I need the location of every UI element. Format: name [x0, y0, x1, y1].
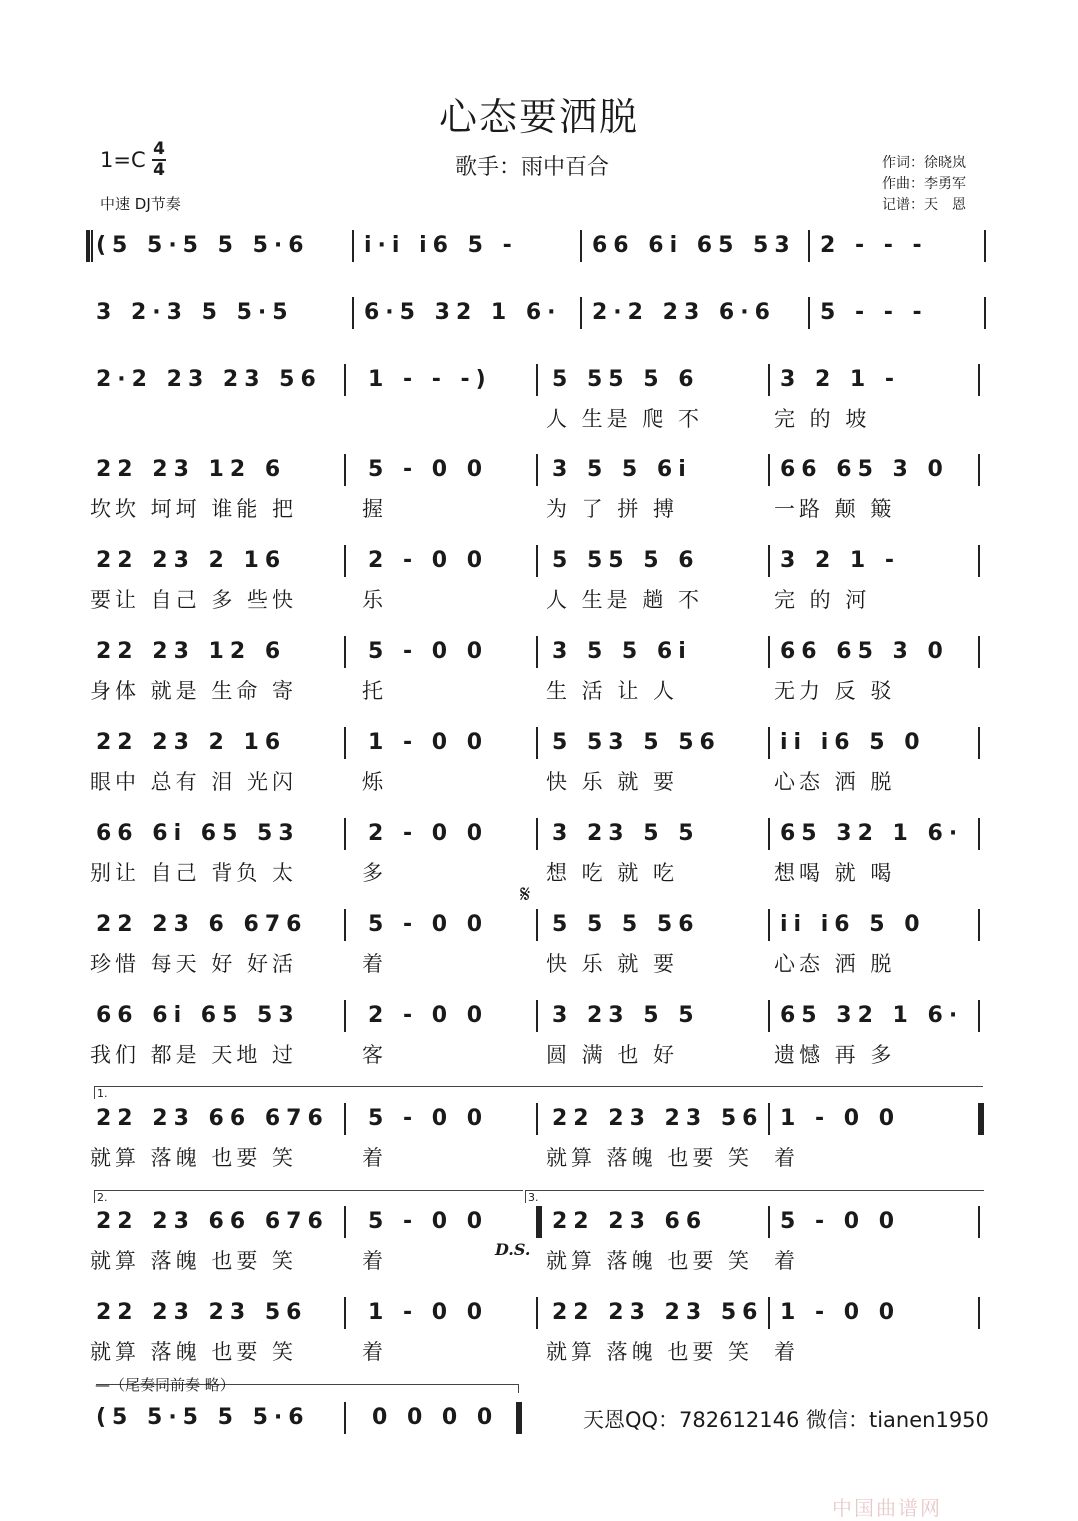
measure-notes [368, 725, 548, 765]
barline [978, 636, 980, 668]
barline [978, 1297, 980, 1329]
barline [808, 297, 810, 329]
measure-notes [96, 362, 358, 402]
measure-lyrics: 就算 落魄 也要 笑 [546, 1146, 754, 1170]
barline [978, 727, 980, 759]
barline [768, 1297, 770, 1329]
measure-notes-text: 66 65 3 0 [780, 639, 949, 664]
measure-notes-text: 3 5 5 6i [552, 639, 692, 664]
barline [768, 1000, 770, 1032]
barline [536, 1297, 538, 1329]
barline [768, 545, 770, 577]
measure-lyrics: 眼中 总有 泪 光闪 [90, 770, 298, 794]
measure-notes-text: 5 5 5 56 [552, 912, 700, 937]
lyric-line [90, 494, 990, 526]
double-barline [536, 1206, 542, 1238]
note-line [90, 816, 990, 856]
measure-lyrics: 着 [774, 1249, 799, 1273]
contact-info: 天恩QQ：782612146 微信：tianen1950 [583, 1408, 989, 1432]
measure-lyrics: 心态 洒 脱 [774, 952, 896, 976]
barline [536, 545, 538, 577]
measure-notes-text: 5 53 5 56 [552, 730, 721, 755]
measure-notes-text: 5 - 0 0 [780, 1209, 901, 1234]
measure-notes-text: 66 6i 65 53 [96, 1003, 300, 1028]
tempo-marking: 中速 DJ节奏 [100, 195, 181, 213]
measure-notes [364, 295, 586, 335]
measure-notes-text: 3 2·3 5 5·5 [96, 300, 294, 325]
measure-notes-text: 22 23 66 676 [96, 1209, 329, 1234]
barline [978, 818, 980, 850]
measure-notes [552, 907, 774, 947]
measure-notes [780, 634, 994, 674]
barline [344, 727, 346, 759]
key-signature: 1=C [100, 148, 146, 172]
barline [978, 1206, 980, 1238]
measure-notes [780, 998, 994, 1038]
measure-notes-text: 3 5 5 6i [552, 457, 692, 482]
measure-notes-text: 22 23 23 56 [552, 1106, 764, 1131]
note-line [90, 1101, 990, 1141]
measure-notes-text: 5 - 0 0 [368, 639, 489, 664]
measure-lyrics: 就算 落魄 也要 笑 [90, 1340, 298, 1364]
barline [344, 818, 346, 850]
measure-lyrics: 想 吃 就 吃 [546, 861, 679, 885]
barline [536, 1103, 538, 1135]
measure-notes [96, 543, 358, 583]
barline [536, 909, 538, 941]
lyric-line [90, 949, 990, 981]
measure-lyrics: 为 了 拼 搏 [546, 497, 679, 521]
lyric-line [90, 585, 990, 617]
measure-notes-text: 22 23 66 [552, 1209, 708, 1234]
measure-notes-text: 22 23 66 676 [96, 1106, 329, 1131]
measure-lyrics: 珍惜 每天 好 好活 [90, 952, 298, 976]
barline [344, 364, 346, 396]
measure-lyrics: 多 [362, 861, 387, 885]
measure-notes-text: 5 - 0 0 [368, 912, 489, 937]
measure-lyrics: 握 [362, 497, 387, 521]
barline [344, 636, 346, 668]
measure-notes-text: 1 - - -) [368, 367, 492, 392]
outro-note: —（尾奏同前奏 略） [95, 1376, 235, 1394]
barline [344, 909, 346, 941]
measure-lyrics: 完 的 坡 [774, 407, 871, 431]
measure-notes [552, 725, 774, 765]
measure-notes-text: 5 - 0 0 [368, 1106, 489, 1131]
measure-notes [780, 725, 994, 765]
measure-lyrics [362, 404, 546, 434]
measure-notes [780, 816, 994, 856]
measure-notes [552, 1295, 774, 1335]
measure-notes-text: 22 23 2 16 [96, 730, 287, 755]
measure-notes [368, 1295, 548, 1335]
lyric-line [90, 1337, 990, 1369]
measure-notes-text: 0 0 0 0 [372, 1405, 499, 1430]
lyric-line [90, 858, 990, 890]
note-line [90, 634, 990, 674]
measure-notes-text: 3 2 1 - [780, 367, 901, 392]
measure-lyrics: 身体 就是 生命 寄 [90, 679, 298, 703]
barline [536, 364, 538, 396]
measure-notes [780, 1295, 994, 1335]
measure-notes [368, 634, 548, 674]
measure-lyrics: 着 [362, 1249, 387, 1273]
barline [768, 636, 770, 668]
measure-notes [96, 228, 358, 268]
segno-sign: 𝄋 [520, 880, 531, 908]
measure-lyrics: 就算 落魄 也要 笑 [90, 1146, 298, 1170]
measure-lyrics: 圆 满 也 好 [546, 1043, 679, 1067]
barline [768, 1206, 770, 1238]
barline [978, 364, 980, 396]
measure-notes-text: 6·5 32 1 6· [364, 300, 562, 325]
barline [352, 297, 354, 329]
lyricist-credit: 作词：徐晓岚 [882, 155, 966, 171]
measure-notes-text: 2·2 23 23 56 [96, 367, 322, 392]
barline [536, 636, 538, 668]
measure-notes [96, 1101, 358, 1141]
measure-notes [368, 1204, 548, 1244]
final-barline [516, 1402, 522, 1434]
note-line [90, 1400, 990, 1440]
measure-lyrics: 快 乐 就 要 [546, 770, 679, 794]
measure-notes [368, 816, 548, 856]
measure-notes [552, 1204, 774, 1244]
singer-credit: 歌手：雨中百合 [455, 155, 610, 180]
measure-lyrics: 一路 颠 簸 [774, 497, 896, 521]
measure-notes [552, 1101, 774, 1141]
measure-lyrics: 客 [362, 1043, 387, 1067]
measure-notes-text: 66 65 3 0 [780, 457, 949, 482]
measure-lyrics: 别让 自己 背负 太 [90, 861, 298, 885]
barline [768, 1103, 770, 1135]
barline [768, 364, 770, 396]
measure-notes-text: 3 23 5 5 [552, 821, 700, 846]
measure-notes-text: 1 - 0 0 [368, 730, 489, 755]
measure-notes [780, 362, 994, 402]
measure-notes [368, 452, 548, 492]
measure-lyrics: 着 [362, 1340, 387, 1364]
measure-notes [368, 1101, 548, 1141]
measure-notes [780, 907, 994, 947]
lyric-line [90, 767, 990, 799]
measure-notes-text: 2·2 23 6·6 [592, 300, 776, 325]
barline [536, 1000, 538, 1032]
time-signature [152, 140, 166, 180]
lyric-line [90, 676, 990, 708]
measure-notes-text: 5 - - - [820, 300, 928, 325]
volta-second [94, 1190, 523, 1203]
measure-notes-text: 22 23 2 16 [96, 548, 287, 573]
measure-lyrics: 着 [774, 1146, 799, 1170]
measure-lyrics: 着 [362, 1146, 387, 1170]
measure-notes-text: 22 23 23 56 [552, 1300, 764, 1325]
measure-notes-text: 65 32 1 6· [780, 821, 964, 846]
measure-notes-text: 5 - 0 0 [368, 457, 489, 482]
measure-lyrics: 就算 落魄 也要 笑 [546, 1340, 754, 1364]
note-line [90, 725, 990, 765]
repeat-start-barline [86, 230, 96, 262]
measure-notes [96, 1204, 358, 1244]
volta-second-label: 2. [97, 1191, 108, 1204]
repeat-end-barline [978, 1103, 984, 1135]
measure-notes [96, 725, 358, 765]
measure-lyrics: 人 生是 爬 不 [546, 407, 704, 431]
barline [978, 545, 980, 577]
measure-notes-text: 5 55 5 6 [552, 367, 700, 392]
barline [768, 818, 770, 850]
measure-notes [552, 452, 774, 492]
measure-notes-text: 5 55 5 6 [552, 548, 700, 573]
measure-notes [368, 362, 548, 402]
measure-notes-text: 2 - 0 0 [368, 548, 489, 573]
measure-notes-text: 2 - - - [820, 233, 928, 258]
dal-segno-mark: D.S. [495, 1240, 531, 1259]
barline [536, 727, 538, 759]
barline [978, 1000, 980, 1032]
measure-notes [780, 1204, 994, 1244]
measure-notes [780, 543, 994, 583]
note-line [90, 907, 990, 947]
measure-lyrics: 着 [774, 1340, 799, 1364]
measure-lyrics: 心态 洒 脱 [774, 770, 896, 794]
measure-lyrics: 快 乐 就 要 [546, 952, 679, 976]
measure-notes-text: 22 23 12 6 [96, 457, 287, 482]
note-line [90, 362, 990, 402]
measure-notes [592, 228, 814, 268]
barline [808, 230, 810, 262]
measure-lyrics [90, 404, 356, 434]
measure-lyrics: 着 [362, 952, 387, 976]
volta-first-label: 1. [97, 1087, 108, 1100]
measure-notes [368, 998, 548, 1038]
transcriber-credit: 记谱：天 恩 [882, 197, 966, 213]
measure-notes-text: 65 32 1 6· [780, 1003, 964, 1028]
measure-notes [820, 295, 994, 335]
barline [344, 1402, 346, 1434]
measure-notes-text: 2 - 0 0 [368, 1003, 489, 1028]
measure-notes [96, 998, 358, 1038]
barline [984, 297, 986, 329]
measure-notes-text: 1 - 0 0 [780, 1300, 901, 1325]
measure-notes [364, 228, 586, 268]
measure-notes-text: 3 23 5 5 [552, 1003, 700, 1028]
measure-notes-text: ii i6 5 0 [780, 912, 926, 937]
measure-notes [96, 816, 358, 856]
barline [344, 1206, 346, 1238]
note-line [90, 543, 990, 583]
barline [580, 297, 582, 329]
note-line [90, 1204, 990, 1244]
barline [768, 727, 770, 759]
song-title: 心态要洒脱 [438, 95, 639, 139]
measure-lyrics: 坎坎 坷坷 谁能 把 [90, 497, 298, 521]
measure-notes-text: 22 23 23 56 [96, 1300, 308, 1325]
barline [344, 1297, 346, 1329]
measure-notes [96, 1400, 346, 1440]
barline [344, 454, 346, 486]
measure-notes [552, 634, 774, 674]
lyric-line [90, 404, 990, 436]
composer-credit: 作曲：李勇军 [882, 176, 966, 192]
measure-notes [96, 1295, 358, 1335]
measure-notes-text: 1 - 0 0 [780, 1106, 901, 1131]
measure-lyrics: 生 活 让 人 [546, 679, 679, 703]
measure-lyrics: 人 生是 趟 不 [546, 588, 704, 612]
measure-notes [96, 295, 358, 335]
measure-lyrics: 完 的 河 [774, 588, 871, 612]
measure-notes [96, 634, 358, 674]
measure-lyrics: 我们 都是 天地 过 [90, 1043, 298, 1067]
note-line [90, 228, 990, 268]
watermark: 中国曲谱网 [832, 1496, 942, 1520]
barline [978, 909, 980, 941]
measure-notes-text: 22 23 6 676 [96, 912, 308, 937]
barline [536, 454, 538, 486]
measure-notes [372, 1400, 532, 1440]
measure-notes-text: 2 - 0 0 [368, 821, 489, 846]
measure-notes-text: 3 2 1 - [780, 548, 901, 573]
lyric-line [90, 1040, 990, 1072]
measure-notes-text: 22 23 12 6 [96, 639, 287, 664]
note-line [90, 1295, 990, 1335]
barline [344, 1103, 346, 1135]
measure-notes-text: i·i i6 5 - [364, 233, 518, 258]
barline [352, 230, 354, 262]
measure-lyrics: 要让 自己 多 些快 [90, 588, 298, 612]
barline [768, 454, 770, 486]
measure-notes-text: (5 5·5 5 5·6 [96, 1405, 310, 1430]
barline [978, 454, 980, 486]
measure-notes [780, 452, 994, 492]
measure-notes [552, 362, 774, 402]
volta-third [525, 1190, 984, 1203]
measure-notes-text: 1 - 0 0 [368, 1300, 489, 1325]
measure-notes-text: 66 6i 65 53 [96, 821, 300, 846]
lyric-line [90, 1143, 990, 1175]
volta-third-label: 3. [528, 1191, 539, 1204]
note-line [90, 998, 990, 1038]
measure-notes-text: ii i6 5 0 [780, 730, 926, 755]
measure-notes [780, 1101, 994, 1141]
measure-notes-text: (5 5·5 5 5·6 [96, 233, 310, 258]
measure-lyrics: 遗憾 再 多 [774, 1043, 896, 1067]
measure-lyrics: 无力 反 驳 [774, 679, 896, 703]
barline [984, 230, 986, 262]
measure-lyrics: 想喝 就 喝 [774, 861, 896, 885]
measure-notes [820, 228, 994, 268]
volta-first [94, 1086, 983, 1099]
measure-lyrics: 乐 [362, 588, 387, 612]
measure-lyrics: 就算 落魄 也要 笑 [90, 1249, 298, 1273]
measure-notes-text: 66 6i 65 53 [592, 233, 796, 258]
note-line [90, 295, 990, 335]
measure-lyrics: 烁 [362, 770, 387, 794]
measure-notes [96, 907, 358, 947]
note-line [90, 452, 990, 492]
measure-notes [96, 452, 358, 492]
measure-lyrics: 就算 落魄 也要 笑 [546, 1249, 754, 1273]
measure-notes [592, 295, 814, 335]
barline [344, 545, 346, 577]
measure-notes-text: 5 - 0 0 [368, 1209, 489, 1234]
measure-notes [368, 907, 548, 947]
measure-notes [368, 543, 548, 583]
measure-notes [552, 816, 774, 856]
time-signature-top: 4 [153, 139, 165, 159]
measure-lyrics: 托 [362, 679, 387, 703]
time-signature-bottom: 4 [153, 160, 165, 180]
barline [536, 818, 538, 850]
measure-notes [552, 543, 774, 583]
lyric-line [90, 1246, 990, 1278]
barline [768, 909, 770, 941]
barline [344, 1000, 346, 1032]
measure-notes [552, 998, 774, 1038]
barline [580, 230, 582, 262]
